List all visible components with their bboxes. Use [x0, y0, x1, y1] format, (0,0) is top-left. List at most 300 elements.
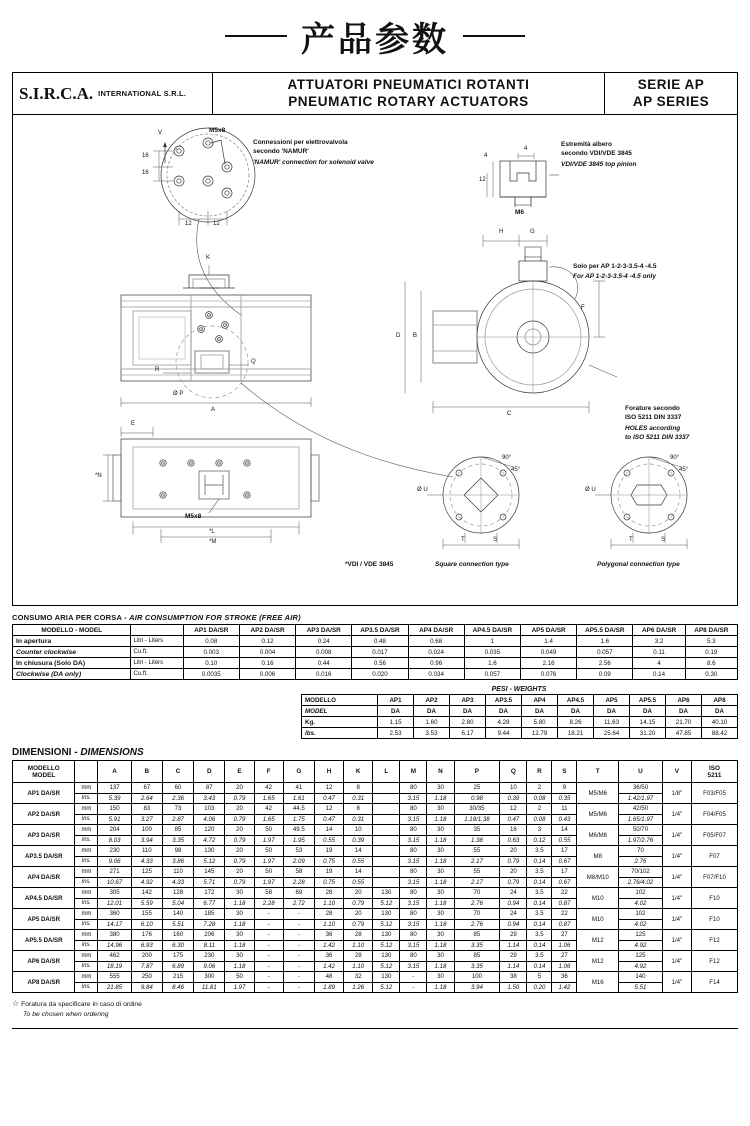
dim-row-7-ins-0: 14.96 — [98, 940, 131, 951]
dim-row-7-ins-9: 5.12 — [373, 940, 400, 951]
dim-row-3-ins-4: 0.79 — [225, 856, 254, 867]
dim-head-iso — [691, 761, 737, 783]
table-row — [13, 972, 738, 983]
dim-row-6-mm-16: M10 — [577, 909, 619, 930]
namur-note-en: 'NAMUR' connection for solenoid valve — [253, 159, 374, 166]
dim-row-2-unit-mm: mm — [75, 825, 98, 836]
dim-row-6-ins-10: 3.15 — [400, 919, 427, 930]
label-m5x8: M5x8 — [209, 127, 226, 134]
dim-row-5-ins-17: 4.02 — [619, 898, 663, 909]
dim-row-2-mm-18: 1/4" — [662, 825, 691, 846]
dim-row-9-mm-13: 38 — [500, 972, 527, 983]
dim-row-9-ins-4: 1.97 — [225, 982, 254, 993]
dim-row-4-ins-3: 5.71 — [194, 877, 225, 888]
dim-row-4-mm-8: 14 — [344, 867, 373, 878]
air-row-1-v6: 0.049 — [521, 647, 577, 658]
product-title-cell — [213, 73, 605, 114]
dim-row-0-mm-5: 42 — [254, 783, 283, 794]
dim-row-0-unit-mm: mm — [75, 783, 98, 794]
dim-row-3-mm-4: 20 — [225, 846, 254, 857]
air-row-0-v4: 0.68 — [408, 636, 464, 647]
dimensions-table — [12, 760, 738, 993]
dim-row-1-mm-17: 42/50 — [619, 804, 663, 815]
air-unit-header — [131, 625, 183, 636]
label-s-1: S — [493, 537, 498, 543]
dim-row-0-mm-19: F03/F05 — [691, 783, 737, 804]
label-m6: M6 — [515, 209, 525, 216]
weights-col-bot-7: DA — [630, 706, 666, 717]
table-row — [13, 804, 738, 815]
dim-row-8-model: AP6 DA/SR — [13, 951, 75, 972]
air-consumption-caption — [12, 613, 738, 622]
dim-row-7-ins-1: 6.93 — [131, 940, 162, 951]
weights-row-1-v3: 9.44 — [486, 728, 522, 739]
dim-head-b: B — [131, 761, 162, 783]
dim-row-9-mm-15: 36 — [552, 972, 577, 983]
dim-row-0-ins-15: 0.35 — [552, 793, 577, 804]
air-col-8: AP6 DA/SR — [633, 625, 685, 636]
table-row — [302, 728, 738, 739]
dim-row-0-mm-7: 12 — [314, 783, 343, 794]
dim-row-2-mm-0: 204 — [98, 825, 131, 836]
dim-row-2-ins-1: 3.94 — [131, 835, 162, 846]
dim-row-8-mm-17: 125 — [619, 951, 663, 962]
dim-row-6-ins-14: 0.14 — [527, 919, 552, 930]
weights-row-1-v6: 25.64 — [594, 728, 630, 739]
dim-row-8-ins-8: 1.10 — [344, 961, 373, 972]
dim-row-9-mm-9: 130 — [373, 972, 400, 983]
label-12a: 12 — [185, 221, 192, 227]
dim-row-3-mm-10: 80 — [400, 846, 427, 857]
dim-row-1-ins-11: 1.18 — [427, 814, 454, 825]
namur-note-it2: secondo 'NAMUR' — [253, 148, 309, 155]
air-row-2-v9: 8.6 — [685, 658, 737, 669]
dim-row-5-mm-17: 102 — [619, 888, 663, 899]
dim-row-0-mm-3: 87 — [194, 783, 225, 794]
dim-row-8-ins-7: 1.42 — [314, 961, 343, 972]
dim-row-4-mm-4: 20 — [225, 867, 254, 878]
air-row-1-v5: 0.035 — [464, 647, 520, 658]
weights-row-0-v2: 2.80 — [450, 717, 486, 728]
dim-row-9-unit-mm: mm — [75, 972, 98, 983]
weights-row-1-v7: 31.20 — [630, 728, 666, 739]
air-row-1-v7: 0.057 — [577, 647, 633, 658]
dim-row-9-mm-16: M16 — [577, 972, 619, 993]
dim-head-model — [13, 761, 75, 783]
air-row-3-v4: 0.034 — [408, 669, 464, 680]
dim-row-8-mm-2: 175 — [162, 951, 193, 962]
dim-row-3-ins-0: 9.06 — [98, 856, 131, 867]
dim-row-0-ins-0: 5.39 — [98, 793, 131, 804]
dim-row-4-mm-12: 55 — [454, 867, 500, 878]
dimensions-caption — [12, 747, 738, 758]
holes-note-it2: ISO 5211 DIN 3337 — [625, 414, 682, 421]
dim-row-5-ins-11: 1.18 — [427, 898, 454, 909]
weights-col-top-0: AP1 — [378, 695, 414, 706]
weights-col-top-7: AP5.5 — [630, 695, 666, 706]
air-row-2-v2: 0.44 — [296, 658, 352, 669]
dim-row-2-mm-8: 10 — [344, 825, 373, 836]
dim-row-7-mm-5: - — [254, 930, 283, 941]
dim-row-8-ins-0: 18.19 — [98, 961, 131, 972]
dim-row-5-ins-7: 1.10 — [314, 898, 343, 909]
dim-row-1-mm-15: 11 — [552, 804, 577, 815]
dim-row-8-ins-17: 4.92 — [619, 961, 663, 972]
air-row-1-v3: 0.017 — [352, 647, 408, 658]
dim-row-8-ins-9: 5.12 — [373, 961, 400, 972]
dim-row-9-ins-3: 11.81 — [194, 982, 225, 993]
dim-row-7-mm-13: 29 — [500, 930, 527, 941]
dim-row-4-mm-9 — [373, 867, 400, 878]
dim-row-7-mm-12: 85 — [454, 930, 500, 941]
dim-row-0-mm-18: 1/8" — [662, 783, 691, 804]
dim-row-7-mm-8: 28 — [344, 930, 373, 941]
document-header-band — [12, 72, 738, 114]
dim-row-8-ins-13: 1.14 — [500, 961, 527, 972]
dim-row-6-model: AP5 DA/SR — [13, 909, 75, 930]
air-col-9: AP8 DA/SR — [685, 625, 737, 636]
weights-col-bot-3: DA — [486, 706, 522, 717]
table-row — [13, 636, 738, 647]
dim-row-4-ins-11: 1.18 — [427, 877, 454, 888]
dim-row-6-mm-3: 185 — [194, 909, 225, 920]
dim-row-8-mm-9: 130 — [373, 951, 400, 962]
air-col-7: AP5.5 DA/SR — [577, 625, 633, 636]
dim-row-3-ins-17: 2.76 — [619, 856, 663, 867]
dim-row-2-mm-6: 49.5 — [283, 825, 314, 836]
dim-row-9-ins-7: 1.89 — [314, 982, 343, 993]
dim-row-2-ins-6: 1.95 — [283, 835, 314, 846]
air-col-0: AP1 DA/SR — [183, 625, 239, 636]
dim-row-4-mm-14: 3.5 — [527, 867, 552, 878]
dim-row-3-mm-13: 20 — [500, 846, 527, 857]
dim-row-2-mm-3: 120 — [194, 825, 225, 836]
dim-row-7-ins-10: 3.15 — [400, 940, 427, 951]
dim-row-3-mm-9 — [373, 846, 400, 857]
dim-row-6-mm-5: - — [254, 909, 283, 920]
air-row-2-v3: 0.56 — [352, 658, 408, 669]
title-rule-right — [463, 35, 525, 37]
dim-row-0-mm-12: 25 — [454, 783, 500, 794]
dim-head-s: S — [552, 761, 577, 783]
dim-row-8-unit-ins: ins. — [75, 961, 98, 972]
dim-row-9-mm-18: 1/4" — [662, 972, 691, 993]
dim-row-3-mm-16: M8 — [577, 846, 619, 867]
air-col-4: AP4 DA/SR — [408, 625, 464, 636]
dim-row-4-ins-10: 3.15 — [400, 877, 427, 888]
dim-row-3-ins-6: 2.09 — [283, 856, 314, 867]
table-row — [302, 706, 738, 717]
dim-row-6-ins-13: 0.94 — [500, 919, 527, 930]
table-row — [302, 717, 738, 728]
label-n: *N — [95, 473, 102, 479]
dim-row-3-mm-11: 30 — [427, 846, 454, 857]
dim-row-6-mm-14: 3.5 — [527, 909, 552, 920]
dim-row-5-ins-5: 2.28 — [254, 898, 283, 909]
dim-row-6-mm-7: 28 — [314, 909, 343, 920]
table-row — [13, 888, 738, 899]
dim-row-0-ins-12: 0.98 — [454, 793, 500, 804]
page-title-bar — [0, 0, 750, 72]
label-angle-90-b: 90° — [670, 455, 680, 461]
dim-head-d: D — [194, 761, 225, 783]
dim-row-7-mm-17: 125 — [619, 930, 663, 941]
dim-head-a: A — [98, 761, 131, 783]
dim-row-7-mm-4: 30 — [225, 930, 254, 941]
dim-head-model-en: MODEL — [32, 771, 56, 779]
dim-row-5-mm-1: 142 — [131, 888, 162, 899]
dim-row-1-mm-1: 83 — [131, 804, 162, 815]
holes-note-en2: to ISO 5211 DIN 3337 — [625, 434, 690, 441]
technical-drawing-panel — [12, 114, 738, 606]
dim-row-9-mm-10: - — [400, 972, 427, 983]
dim-row-2-ins-3: 4.72 — [194, 835, 225, 846]
label-angle-90-a: 90° — [502, 455, 512, 461]
dim-row-0-ins-10: 3.15 — [400, 793, 427, 804]
dim-head-h: H — [314, 761, 343, 783]
table-row — [13, 814, 738, 825]
dim-row-1-mm-8: 8 — [344, 804, 373, 815]
dim-row-4-ins-6: 2.28 — [283, 877, 314, 888]
square-connection-note: Square connection type — [435, 561, 509, 568]
dim-head-c: C — [162, 761, 193, 783]
namur-note-it: Connessioni per elettrovalvola — [253, 139, 348, 146]
dim-row-0-mm-15: 9 — [552, 783, 577, 794]
table-row — [13, 647, 738, 658]
dim-row-7-ins-15: 1.06 — [552, 940, 577, 951]
dim-row-8-mm-7: 36 — [314, 951, 343, 962]
dim-row-3-model: AP3.5 DA/SR — [13, 846, 75, 867]
weights-row-1-v9: 88.42 — [702, 728, 738, 739]
dim-row-2-mm-5: 50 — [254, 825, 283, 836]
dim-row-7-ins-13: 1.14 — [500, 940, 527, 951]
air-row-2-label: In chiusura (Solo DA) — [13, 658, 131, 669]
air-col-2: AP3 DA/SR — [296, 625, 352, 636]
weights-model-label-en: MODEL — [305, 707, 328, 715]
dim-row-3-ins-2: 3.86 — [162, 856, 193, 867]
label-t-2: T — [629, 537, 633, 543]
air-row-0-label: In apertura — [13, 636, 131, 647]
dim-row-0-mm-1: 67 — [131, 783, 162, 794]
dim-row-6-ins-0: 14.17 — [98, 919, 131, 930]
dim-row-8-mm-13: 29 — [500, 951, 527, 962]
dim-row-0-mm-2: 60 — [162, 783, 193, 794]
dim-row-1-mm-19: F04/F05 — [691, 804, 737, 825]
dim-row-3-ins-10: 3.15 — [400, 856, 427, 867]
air-col-5: AP4.5 DA/SR — [464, 625, 520, 636]
dim-row-5-mm-2: 128 — [162, 888, 193, 899]
dim-row-1-ins-14: 0.08 — [527, 814, 552, 825]
dim-row-3-mm-18: 1/4" — [662, 846, 691, 867]
air-row-2-unit: Litri - Liters — [131, 658, 183, 669]
label-v: V — [158, 130, 163, 136]
dim-row-9-ins-12: 3.94 — [454, 982, 500, 993]
dim-row-3-mm-7: 19 — [314, 846, 343, 857]
dim-head-n: N — [427, 761, 454, 783]
weights-col-top-9: AP8 — [702, 695, 738, 706]
dim-row-8-ins-15: 1.06 — [552, 961, 577, 972]
dim-row-3-ins-8: 0.55 — [344, 856, 373, 867]
dim-row-6-unit-mm: mm — [75, 909, 98, 920]
dim-row-8-mm-5: - — [254, 951, 283, 962]
dim-row-7-mm-18: 1/4" — [662, 930, 691, 951]
air-row-3-v0: 0.0035 — [183, 669, 239, 680]
dim-row-5-mm-9: 130 — [373, 888, 400, 899]
table-row — [13, 625, 738, 636]
dim-row-4-ins-14: 0.14 — [527, 877, 552, 888]
dim-row-9-ins-5: - — [254, 982, 283, 993]
dim-row-6-mm-17: 102 — [619, 909, 663, 920]
dim-row-8-ins-11: 1.18 — [427, 961, 454, 972]
air-row-3-unit: Cu.ft. — [131, 669, 183, 680]
dim-row-6-ins-2: 5.51 — [162, 919, 193, 930]
dim-row-1-mm-6: 44.5 — [283, 804, 314, 815]
dim-row-1-ins-9 — [373, 814, 400, 825]
dim-row-0-ins-7: 0.47 — [314, 793, 343, 804]
dim-row-4-ins-7: 0.75 — [314, 877, 343, 888]
dim-row-7-model: AP5.5 DA/SR — [13, 930, 75, 951]
footnote-line-en: To be chosen when ordering — [23, 1010, 109, 1018]
dim-row-3-ins-1: 4.33 — [131, 856, 162, 867]
holes-note-en: HOLES according — [625, 425, 681, 432]
dim-row-7-unit-ins: ins. — [75, 940, 98, 951]
dim-row-8-mm-11: 30 — [427, 951, 454, 962]
dim-row-1-mm-7: 12 — [314, 804, 343, 815]
dim-row-3-mm-5: 50 — [254, 846, 283, 857]
dim-row-1-mm-5: 42 — [254, 804, 283, 815]
weights-row-0-v7: 14.15 — [630, 717, 666, 728]
weights-row-1-v2: 6.17 — [450, 728, 486, 739]
dim-row-7-ins-8: 1.10 — [344, 940, 373, 951]
dim-row-2-mm-19: F05/F07 — [691, 825, 737, 846]
dim-head-u: U — [619, 761, 663, 783]
dim-row-3-ins-15: 0.67 — [552, 856, 577, 867]
dim-row-2-mm-17: 50/70 — [619, 825, 663, 836]
dim-row-6-mm-15: 22 — [552, 909, 577, 920]
dim-row-9-ins-17: 5.51 — [619, 982, 663, 993]
dim-row-9-mm-14: 5 — [527, 972, 552, 983]
dim-row-6-mm-13: 24 — [500, 909, 527, 920]
dim-head-k: K — [344, 761, 373, 783]
dim-row-2-ins-5: 1.97 — [254, 835, 283, 846]
dim-row-6-mm-19: F10 — [691, 909, 737, 930]
dim-row-5-mm-13: 24 — [500, 888, 527, 899]
dim-head-f: F — [254, 761, 283, 783]
dim-row-3-unit-mm: mm — [75, 846, 98, 857]
dim-row-8-mm-1: 200 — [131, 951, 162, 962]
star-icon: ☆ — [12, 999, 20, 1008]
dim-row-0-ins-4: 0.79 — [225, 793, 254, 804]
dim-row-6-mm-9: 130 — [373, 909, 400, 920]
dim-head-t: T — [577, 761, 619, 783]
dim-row-8-ins-6: - — [283, 961, 314, 972]
only-note-en: For AP 1-2-3-3.5-4 -4.5 only — [573, 273, 656, 280]
dim-row-2-ins-8: 0.39 — [344, 835, 373, 846]
title-rule-left — [225, 35, 287, 37]
dim-row-7-unit-mm: mm — [75, 930, 98, 941]
air-row-1-label: Counter clockwise — [13, 647, 131, 658]
dim-row-6-ins-6: - — [283, 919, 314, 930]
dim-row-8-mm-18: 1/4" — [662, 951, 691, 972]
table-header-row — [13, 761, 738, 783]
air-row-0-v5: 1 — [464, 636, 520, 647]
air-row-3-v7: 0.09 — [577, 669, 633, 680]
air-row-2-v0: 0.10 — [183, 658, 239, 669]
dim-row-0-mm-4: 20 — [225, 783, 254, 794]
dim-row-8-ins-4: 1.18 — [225, 961, 254, 972]
dim-row-1-mm-2: 73 — [162, 804, 193, 815]
dim-row-2-ins-10: 3.15 — [400, 835, 427, 846]
air-model-header: MODELLO - MODEL — [13, 625, 131, 636]
dim-row-8-mm-6: - — [283, 951, 314, 962]
label-12-v: 12 — [479, 177, 486, 183]
dim-row-1-ins-4: 0.79 — [225, 814, 254, 825]
dim-row-6-ins-15: 0.87 — [552, 919, 577, 930]
dim-row-4-ins-2: 4.33 — [162, 877, 193, 888]
air-row-1-v9: 0.19 — [685, 647, 737, 658]
dim-row-2-mm-10: 80 — [400, 825, 427, 836]
dim-row-7-mm-16: M12 — [577, 930, 619, 951]
air-caption-it: CONSUMO ARIA PER CORSA - — [12, 613, 130, 622]
dim-row-7-ins-5: - — [254, 940, 283, 951]
air-row-3-v6: 0.076 — [521, 669, 577, 680]
air-row-3-v8: 0.14 — [633, 669, 685, 680]
dim-row-0-mm-13: 10 — [500, 783, 527, 794]
dim-row-7-mm-11: 30 — [427, 930, 454, 941]
dim-row-1-ins-2: 2.87 — [162, 814, 193, 825]
dim-row-4-mm-7: 19 — [314, 867, 343, 878]
dim-row-1-ins-6: 1.75 — [283, 814, 314, 825]
dim-row-4-ins-17: 2.76/4.02 — [619, 877, 663, 888]
air-row-1-v8: 0.11 — [633, 647, 685, 658]
label-12b: 12 — [213, 221, 220, 227]
dim-row-3-ins-3: 5.12 — [194, 856, 225, 867]
weights-row-0-v0: 1.15 — [378, 717, 414, 728]
dim-row-5-mm-5: 58 — [254, 888, 283, 899]
weights-col-bot-1: DA — [414, 706, 450, 717]
label-op: Ø P — [173, 391, 184, 397]
label-m: *M — [209, 539, 217, 545]
weights-row-0-v8: 21.70 — [666, 717, 702, 728]
dim-row-2-mm-11: 30 — [427, 825, 454, 836]
dim-row-2-mm-7: 14 — [314, 825, 343, 836]
dim-row-1-mm-10: 80 — [400, 804, 427, 815]
dim-row-4-ins-9 — [373, 877, 400, 888]
dim-row-8-ins-2: 6.89 — [162, 961, 193, 972]
dim-row-7-mm-14: 3.5 — [527, 930, 552, 941]
dim-row-4-mm-19: F07/F10 — [691, 867, 737, 888]
dim-row-5-mm-10: 80 — [400, 888, 427, 899]
dim-row-4-mm-0: 271 — [98, 867, 131, 878]
dim-row-3-ins-5: 1.97 — [254, 856, 283, 867]
footnote-line-it: Foratura da specificare in caso di ordine — [21, 1001, 142, 1008]
dim-row-5-unit-mm: mm — [75, 888, 98, 899]
label-16b: 16 — [142, 170, 149, 176]
table-row — [13, 846, 738, 857]
table-row — [13, 982, 738, 993]
dim-row-4-mm-13: 20 — [500, 867, 527, 878]
air-row-3-v9: 0.30 — [685, 669, 737, 680]
label-angle-45-b: 45° — [679, 467, 689, 473]
dim-row-7-mm-19: F12 — [691, 930, 737, 951]
dim-head-unit — [75, 761, 98, 783]
dim-row-9-mm-3: 300 — [194, 972, 225, 983]
dim-row-8-mm-10: 80 — [400, 951, 427, 962]
air-row-2-v6: 2.16 — [521, 658, 577, 669]
dim-row-8-mm-16: M12 — [577, 951, 619, 972]
table-row — [13, 669, 738, 680]
dim-row-9-mm-5: - — [254, 972, 283, 983]
